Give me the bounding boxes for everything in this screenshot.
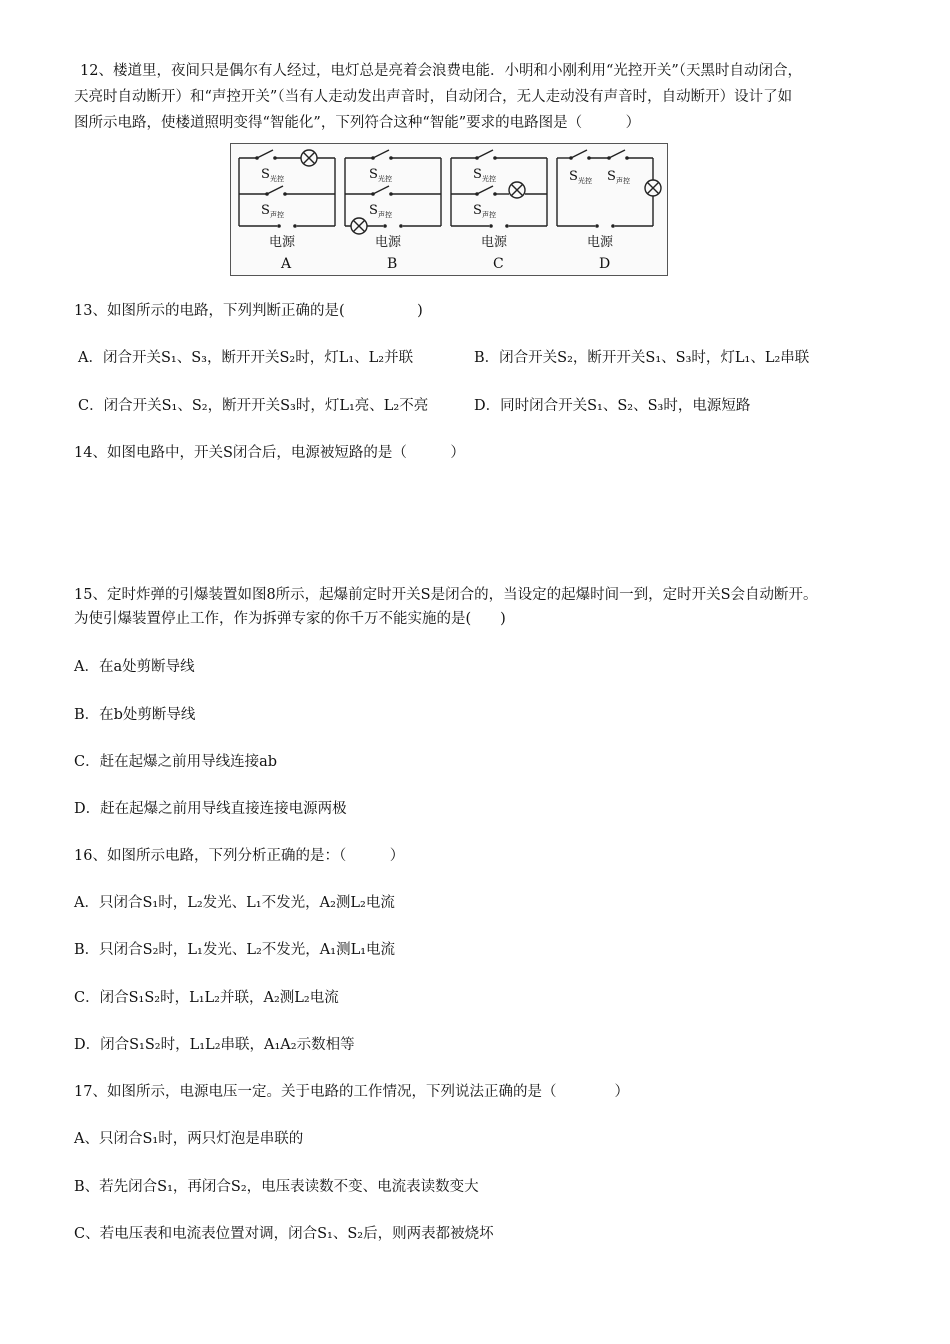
panel-a-letter: A: [281, 256, 292, 272]
panel-b-s1-label: S: [369, 167, 378, 182]
panel-a-source-label: 电源: [269, 235, 296, 250]
panel-c-s1-label: S: [473, 167, 482, 182]
q13-option-b: B．闭合开关S₂，断开开关S₁、S₃时，灯L₁、L₂串联: [474, 350, 810, 366]
q13-options-row-1: [74, 345, 894, 373]
q12-circuit-figure: [230, 143, 668, 276]
panel-d-letter: D: [599, 256, 611, 272]
q17-option-b: B、若先闭合S₁，再闭合S₂，电压表读数不变、电流表读数变大: [74, 1179, 479, 1195]
q16-option-d: D．闭合S₁S₂时，L₁L₂串联，A₁A₂示数相等: [74, 1037, 355, 1053]
panel-a-terminal: [293, 224, 297, 228]
panel-c-source-label: 电源: [481, 235, 508, 250]
panel-a-s2-label: S: [261, 203, 270, 218]
panel-a-s1-label-sub: 光控: [270, 175, 284, 183]
q13-option-c: C．闭合开关S₁、S₂，断开开关S₃时，灯L₁亮、L₂不亮: [78, 398, 429, 414]
panel-d-s2-blade: [609, 150, 625, 158]
panel-b-s2-label: S: [369, 203, 378, 218]
q15-option-a: A．在a处剪断导线: [74, 659, 195, 675]
panel-c-s2-label-sub: 声控: [482, 211, 496, 219]
q13-options-row-2: [74, 393, 894, 421]
q15-option-d: D．赶在起爆之前用导线直接连接电源两极: [74, 801, 347, 817]
q17-option-a: A、只闭合S₁时，两只灯泡是串联的: [74, 1131, 304, 1147]
panel-c-terminal: [505, 224, 509, 228]
panel-d-s1-label: S: [569, 169, 578, 184]
panel-a-s1-label: S: [261, 167, 270, 182]
panel-c-letter: C: [493, 256, 504, 272]
q14-stem: 14、如图电路中，开关S闭合后，电源被短路的是（ ）: [74, 445, 465, 461]
panel-a-s2-blade: [267, 186, 283, 194]
panel-d-s2-label: S: [607, 169, 616, 184]
panel-b-s1-blade: [373, 150, 389, 158]
panel-d-source-label: 电源: [587, 235, 614, 250]
q15-option-b: B．在b处剪断导线: [74, 707, 196, 723]
panel-b-letter: B: [387, 256, 398, 272]
panel-b-terminal: [399, 224, 403, 228]
q13-option-a: A．闭合开关S₁、S₃，断开开关S₂时，灯L₁、L₂并联: [78, 350, 414, 366]
panel-c-terminal: [489, 224, 493, 228]
q13-stem: 13、如图所示的电路，下列判断正确的是( ): [74, 303, 423, 319]
q17-option-c: C、若电压表和电流表位置对调，闭合S₁、S₂后，则两表都被烧坏: [74, 1226, 494, 1242]
panel-c-s2-blade: [477, 186, 493, 194]
panel-c-s1-label-sub: 光控: [482, 175, 496, 183]
panel-d-s2-label-sub: 声控: [616, 177, 630, 185]
q13-option-d: D．同时闭合开关S₁、S₂、S₃时，电源短路: [474, 398, 751, 414]
panel-a-s2-label-sub: 声控: [270, 211, 284, 219]
panel-a-s1-blade: [257, 150, 273, 158]
q16-option-a: A．只闭合S₁时，L₂发光、L₁不发光，A₂测L₂电流: [74, 895, 395, 911]
panel-d-s1-blade: [571, 150, 587, 158]
q15-stem-line-1: 15、定时炸弹的引爆装置如图8所示，起爆前定时开关S是闭合的，当设定的起爆时间一到，定时开关S会自动断开。: [74, 587, 818, 603]
q12-text-line-3: 图所示电路，使楼道照明变得“智能化”，下列符合这种“智能”要求的电路图是（ ）: [74, 115, 641, 131]
q12-text-line-1: 12、楼道里，夜间只是偶尔有人经过，电灯总是亮着会浪费电能．小明和小刚利用“光控开关”（天黑时自动闭合，: [80, 63, 803, 79]
panel-b-terminal: [383, 224, 387, 228]
panel-d-s1-label-sub: 光控: [578, 177, 592, 185]
panel-a-terminal: [277, 224, 281, 228]
panel-c-s1-blade: [477, 150, 493, 158]
panel-b-s2-blade: [373, 186, 389, 194]
panel-d-terminal: [595, 224, 599, 228]
panel-b-s1-label-sub: 光控: [378, 175, 392, 183]
panel-b-s2-label-sub: 声控: [378, 211, 392, 219]
q15-option-c: C．赶在起爆之前用导线连接ab: [74, 754, 278, 770]
q17-stem: 17、如图所示，电源电压一定。关于电路的工作情况，下列说法正确的是（ ）: [74, 1084, 629, 1100]
panel-d-terminal: [611, 224, 615, 228]
q16-option-c: C．闭合S₁S₂时，L₁L₂并联，A₂测L₂电流: [74, 990, 339, 1006]
q12-text-line-2: 天亮时自动断开）和“声控开关”（当有人走动发出声音时，自动闭合，无人走动没有声音时，自动断开）设计了如: [74, 89, 793, 105]
panel-b-source-label: 电源: [375, 235, 402, 250]
circuit-diagrams: [231, 144, 667, 275]
panel-c-s2-label: S: [473, 203, 482, 218]
q16-option-b: B．只闭合S₂时，L₁发光、L₂不发光，A₁测L₁电流: [74, 942, 396, 958]
q16-stem: 16、如图所示电路，下列分析正确的是：（ ）: [74, 848, 405, 864]
q15-stem-line-2: 为使引爆装置停止工作，作为拆弹专家的你千万不能实施的是( ): [74, 611, 506, 627]
